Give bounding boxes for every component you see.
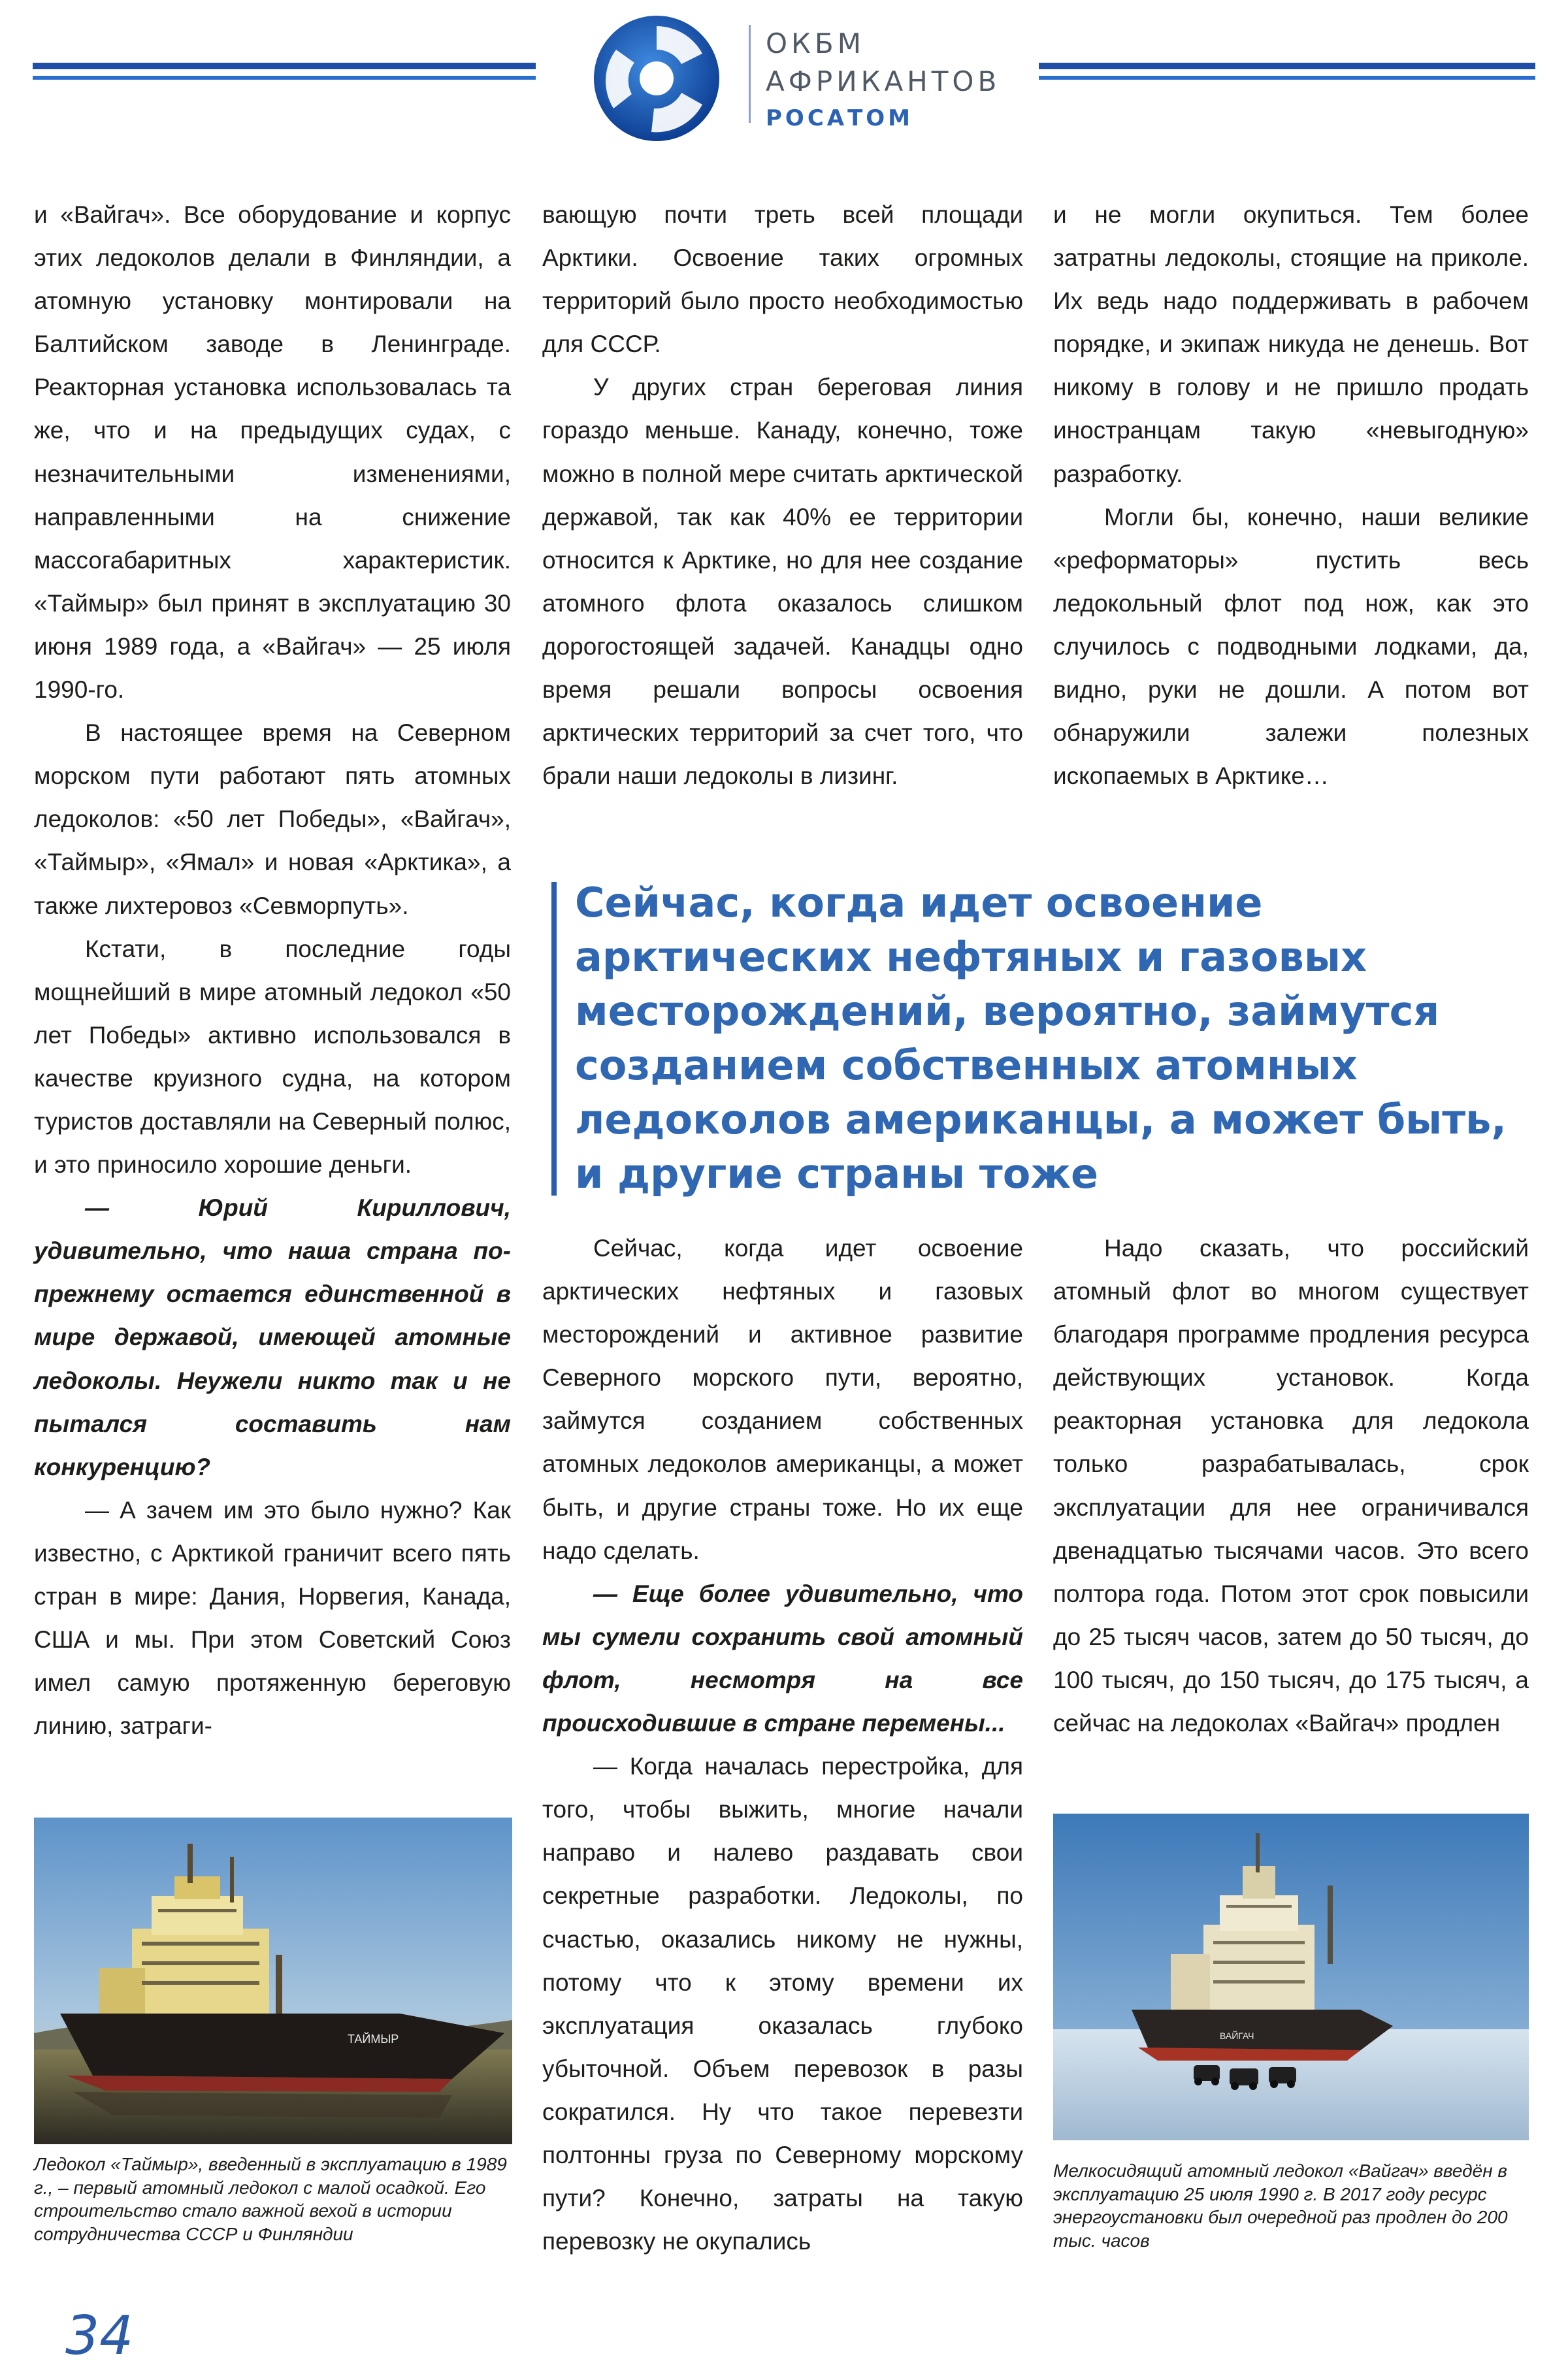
paragraph: У других стран береговая линия гораздо меньше. Канаду, конечно, тоже можно в полной мере считать арктической державой, так как 40% ее территории относится к Арктике, но для нее создание атомного флота оказалось слишком дорогостоящей задачей. Канадцы одно время решали вопросы освоения арктических территорий за счет того, что брали наши ледоколы в лизинг. (542, 374, 1023, 790)
header-rule-right (1039, 63, 1535, 82)
rosatom-logo-icon (591, 13, 722, 144)
paragraph: Надо сказать, что российский атомный флот во многом существует благодаря программе продления ресурса действующих установок. Когда реакторная установка для ледокола только разрабатывалась, срок эксплуатации для нее ограничивался двенадцатью тысячами часов. Это всего полтора года. Потом этот срок повысили до 25 тысяч часов, затем до 50 тысяч, до 100 тысяч, до 150 тысяч, до 175 тысяч, а сейчас на ледоколах «Вайгач» продлен (1053, 1235, 1529, 1737)
text-column-2-bottom (542, 1227, 1023, 2263)
pull-quote: Сейчас, когда идет освоение арктических нефтяных и газовых месторождений, вероятно, займутся созданием собственных атомных ледоколов американцы, а может быть, и другие страны тоже (575, 879, 1507, 1198)
paragraph: Сейчас, когда идет освоение арктических нефтяных и газовых месторождений и активное развитие Северного морского пути, вероятно, займутся созданием собственных атомных ледоколов американцы, а может быть, и другие страны тоже. Но их еще надо сделать. (542, 1235, 1023, 1564)
ship-name-vaygach: ВАЙГАЧ (1220, 2031, 1254, 2041)
photo-vaygach-icebreaker (1053, 1814, 1529, 2140)
brand-block (766, 25, 1040, 136)
ship-name-taimyr: ТАЙМЫР (348, 2032, 399, 2046)
text-column-3 (1053, 193, 1529, 798)
page-number: 34 (65, 2305, 134, 2367)
photo-caption-taimyr: Ледокол «Таймыр», введенный в эксплуатацию в 1989 г., – первый атомный ледокол с малой осадкой. Его строительство стало важной вехой в истории сотрудничества СССР и Финляндии (34, 2154, 507, 2244)
text-column-1 (34, 193, 511, 1748)
text-column-2 (542, 193, 1023, 798)
header-rule-left (33, 63, 536, 82)
brand-line1: ОКБМ (766, 27, 865, 59)
paragraph: — Когда началась перестройка, для того, чтобы выжить, многие начали направо и налево раздавать свои секретные разработки. Ледоколы, по счастью, оказались никому не нужны, потому что к этому времени их эксплуатация оказалась глубоко убыточной. Объем перевозок в разы сократился. Ну что такое перевезти полтонны груза по Северному морскому пути? Конечно, затраты на такую перевозку не окупались (542, 1753, 1023, 2255)
text-column-3-bottom (1053, 1227, 1529, 1745)
interview-question: — Еще более удивительно, что мы сумели сохранить свой атомный флот, несмотря на все происходившие в стране перемены... (542, 1580, 1023, 1737)
pull-quote-bar (551, 882, 557, 1196)
photo-taimyr-icebreaker (34, 1818, 512, 2144)
paragraph: вающую почти треть всей площади Арктики. Освоение таких огромных территорий было просто необходимостью для СССР. (542, 201, 1023, 358)
header-divider (749, 25, 751, 123)
paragraph: Кстати, в последние годы мощнейший в мире атомный ледокол «50 лет Победы» активно использовался в качестве круизного судна, на котором туристов доставляли на Северный полюс, и это приносило хорошие деньги. (34, 935, 511, 1179)
brand-line2: АФРИКАНТОВ (766, 65, 1001, 97)
brand-line3: РОСАТОМ (766, 105, 914, 131)
paragraph: и не могли окупиться. Тем более затратны ледоколы, стоящие на приколе. Их ведь надо поддерживать в рабочем порядке, и экипаж никуда не денешь. Вот никому в голову и не пришло продать иностранцам такую «невыгодную» разработку. (1053, 201, 1529, 487)
paragraph: В настоящее время на Северном морском пути работают пять атомных ледоколов: «50 лет Победы», «Вайгач», «Таймыр», «Ямал» и новая «Арктика», а также лихтеровоз «Севморпуть». (34, 719, 511, 919)
paragraph: — А зачем им это было нужно? Как известно, с Арктикой граничит всего пять стран в мире: Дания, Норвегия, Канада, США и мы. При этом Советский Союз имел самую протяженную береговую линию, затраги- (34, 1496, 511, 1740)
paragraph: Могли бы, конечно, наши великие «реформаторы» пустить весь ледокольный флот под нож, как это случилось с подводными лодками, да, видно, руки не дошли. А потом вот обнаружили залежи полезных ископаемых в Арктике… (1053, 503, 1529, 790)
paragraph: и «Вайгач». Все оборудование и корпус этих ледоколов делали в Финляндии, а атомную установку монтировали на Балтийском заводе в Ленинграде. Реакторная установка использовалась та же, что и на предыдущих судах, с незначительными изменениями, направленными на снижение массогабаритных характеристик. «Таймыр» был принят в эксплуатацию 30 июня 1989 года, а «Вайгач» — 25 июля 1990-го. (34, 201, 511, 704)
photo-caption-vaygach: Мелкосидящий атомный ледокол «Вайгач» введён в эксплуатацию 25 июля 1990 г. В 2017 году ресурс энергоустановки был очередной раз продлен до 200 тыс. часов (1053, 2161, 1508, 2251)
interview-question: — Юрий Кириллович, удивительно, что наша страна по-прежнему остается единственной в мире державой, имеющей атомные ледоколы. Неужели никто так и не пытался составить нам конкуренцию? (34, 1194, 511, 1480)
